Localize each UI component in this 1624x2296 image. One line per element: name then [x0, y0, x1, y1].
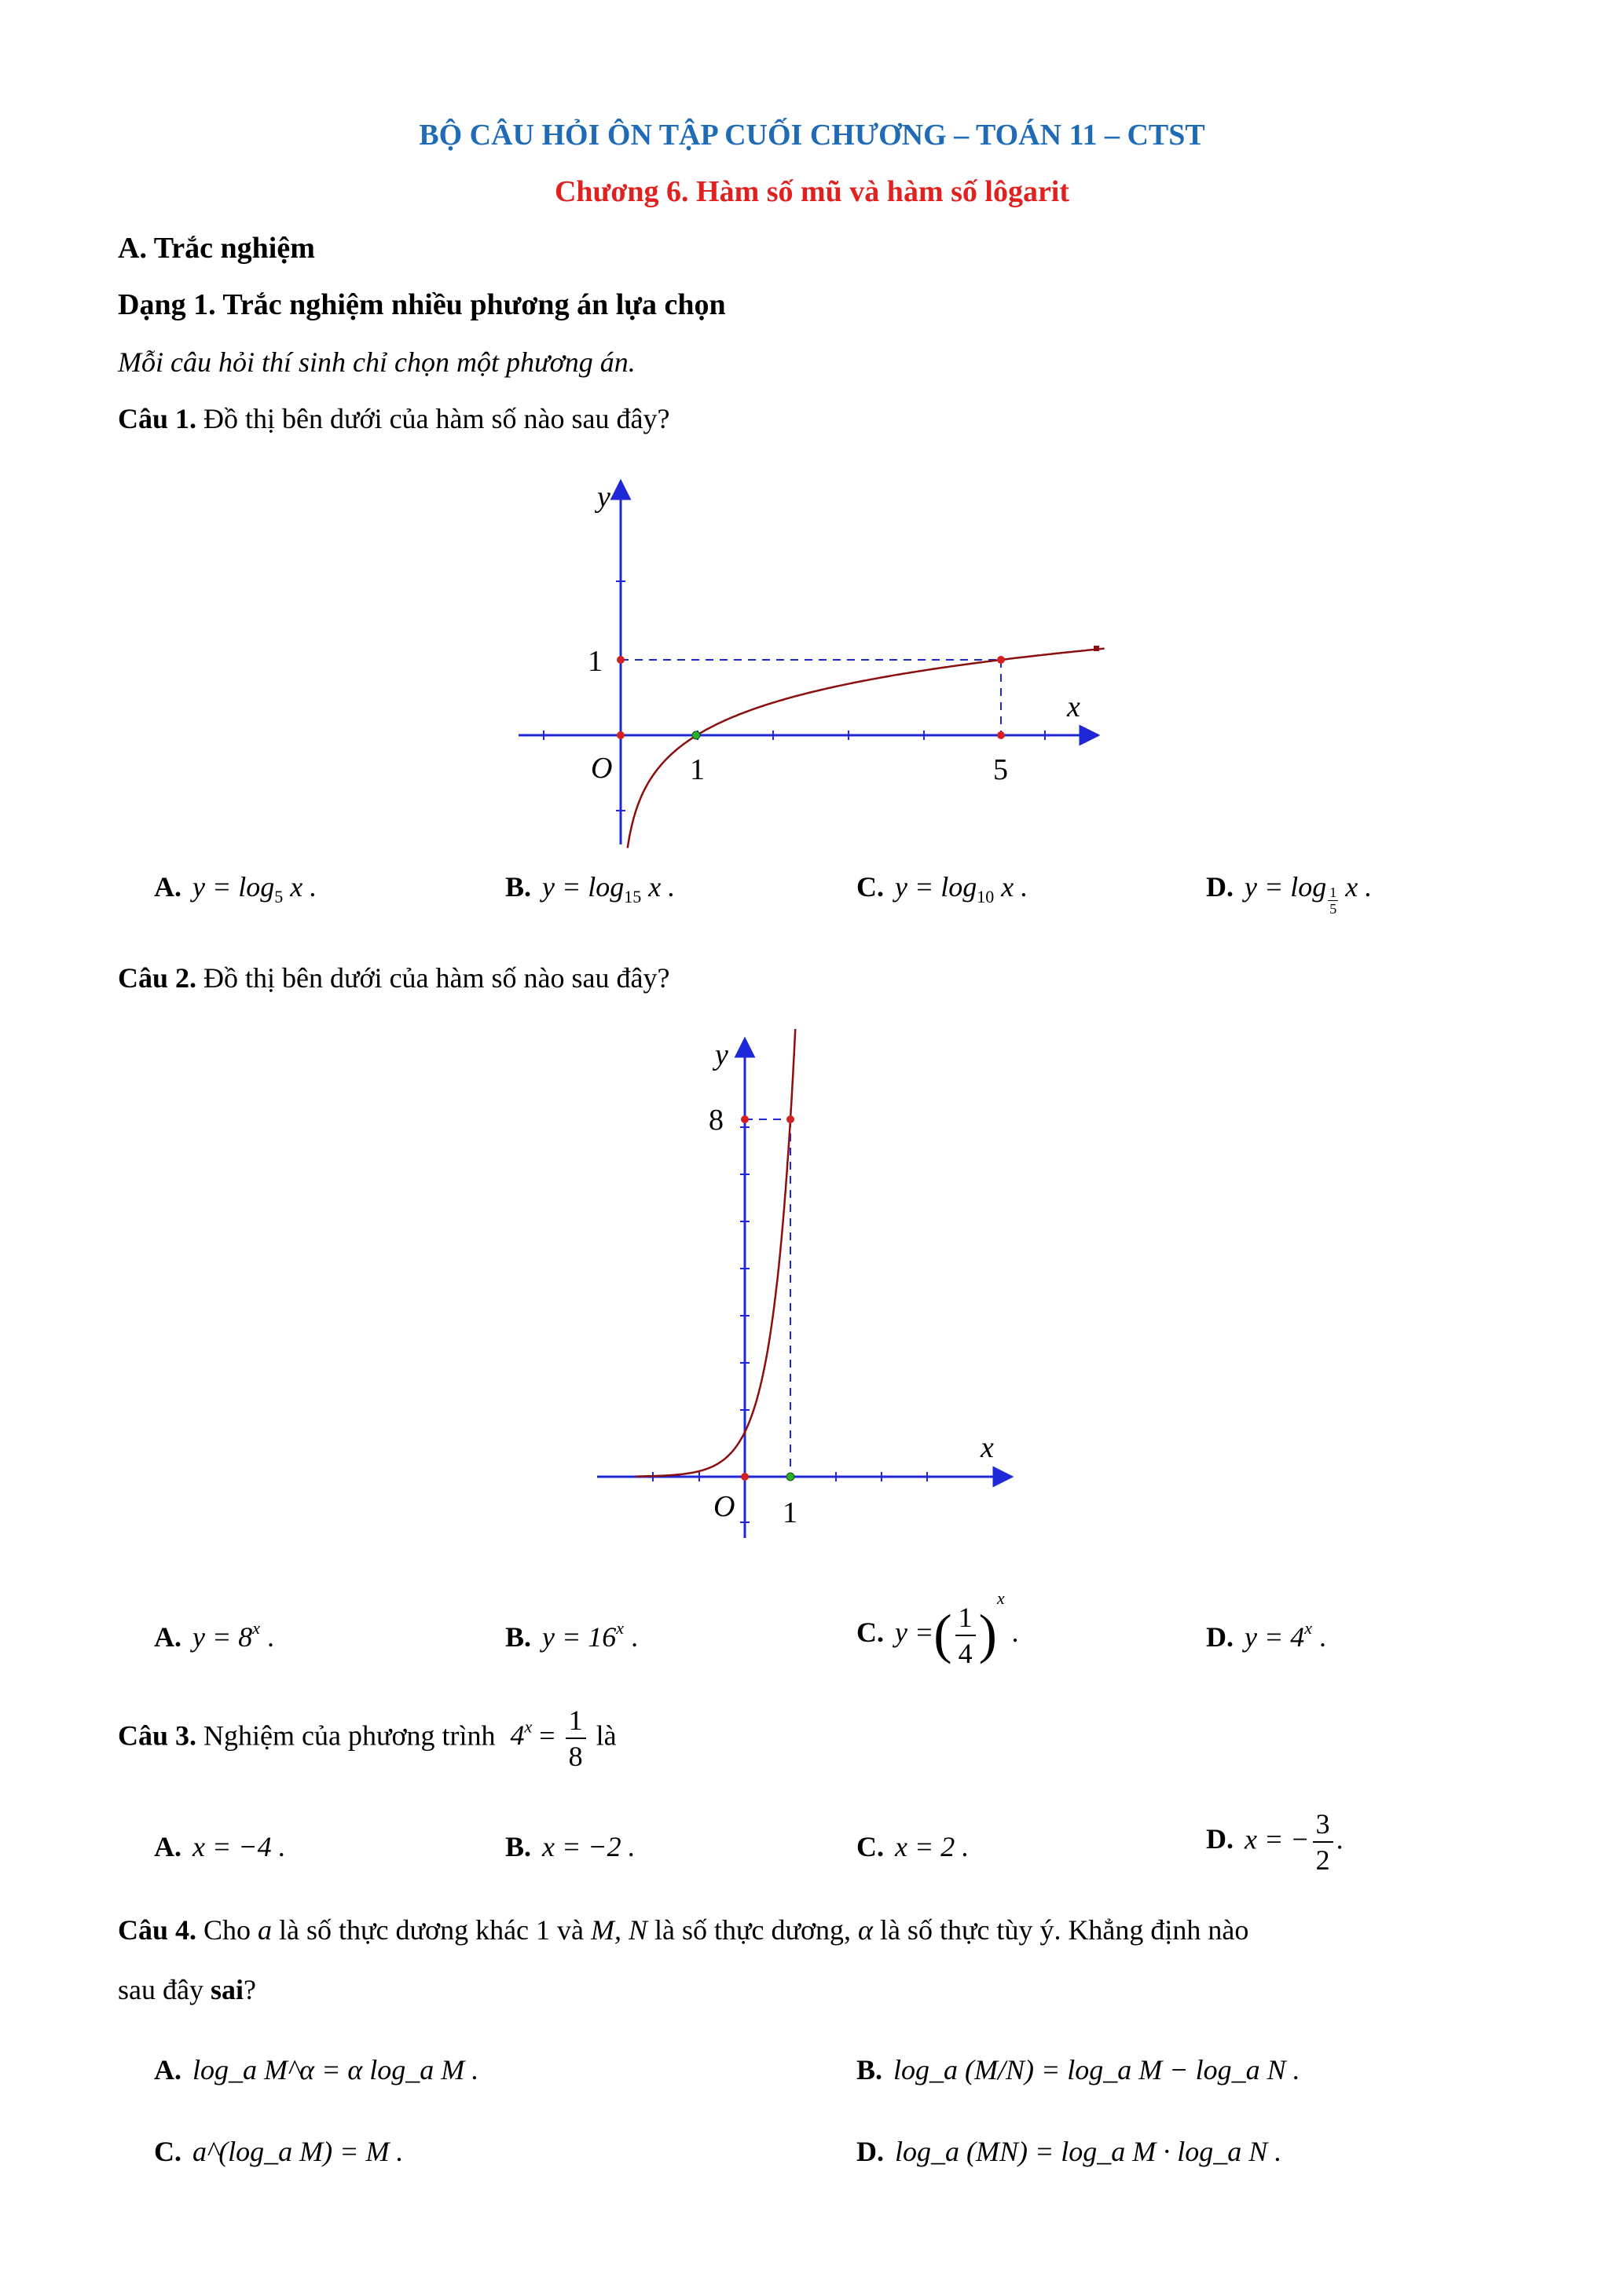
point-1-8 — [786, 1115, 794, 1123]
q1-option-b-text: y = log — [542, 871, 625, 903]
q1-option-a-base: 5 — [274, 887, 284, 906]
q1-option-a[interactable] — [154, 870, 317, 907]
q3-option-c-label: C. — [856, 1831, 884, 1862]
q4-option-c-text: a^(log_a M) = M . — [192, 2136, 404, 2167]
question-4-var-mn: M, N — [591, 1914, 648, 1946]
question-3-fraction — [566, 1703, 586, 1774]
question-3-num: 1 — [566, 1703, 586, 1739]
q3-option-d-den: 2 — [1315, 1844, 1330, 1876]
q2-option-c-paren-left: ( — [933, 1604, 952, 1665]
question-3-text-post: là — [596, 1719, 617, 1752]
q1-option-c-post: x . — [994, 871, 1028, 903]
q1-option-d-post: x . — [1338, 871, 1373, 903]
question-4-var-alpha: α — [858, 1914, 873, 1946]
graph-2 — [581, 1029, 1021, 1547]
origin-point-2 — [741, 1473, 749, 1481]
tick-label-x1: 1 — [690, 753, 705, 786]
q3-option-d-num: 3 — [1313, 1807, 1333, 1843]
question-1-label: Câu 1. — [118, 403, 197, 434]
question-3-eq-sign: = — [539, 1719, 555, 1752]
q2-option-b-exp: x — [616, 1618, 625, 1638]
q1-option-a-label: A. — [154, 871, 181, 903]
q2-option-a-label: A. — [154, 1621, 181, 1653]
exp-curve — [636, 1029, 797, 1477]
q2-option-a-text: y = 8 — [192, 1621, 253, 1653]
q3-option-a[interactable] — [154, 1830, 286, 1863]
instruction: Mỗi câu hỏi thí sinh chỉ chọn một phương án. — [118, 346, 636, 378]
chapter-title: Chương 6. Hàm số mũ và hàm số lôgarit — [554, 175, 1070, 208]
tick-label-x1-2: 1 — [783, 1496, 797, 1529]
curve-end-marker — [1094, 646, 1099, 651]
x-axis-label-2: x — [981, 1431, 994, 1464]
tick-label-y1: 1 — [588, 645, 603, 678]
question-4-text-d: là số thực tùy ý. Khẳng định nào — [879, 1914, 1249, 1946]
question-3-den: 8 — [568, 1741, 583, 1772]
q2-option-c-fraction — [955, 1600, 976, 1671]
q1-option-c-base: 10 — [977, 887, 995, 906]
q2-option-a-post: . — [260, 1621, 275, 1653]
question-1-text: Đồ thị bên dưới của hàm số nào sau đây? — [203, 403, 670, 434]
tick-label-x5: 5 — [993, 753, 1008, 786]
point-y1 — [617, 656, 625, 664]
x-axis-label: x — [1067, 690, 1080, 723]
graph-1 — [503, 471, 1116, 856]
q3-option-d-post: . — [1336, 1823, 1344, 1855]
tick-label-y8: 8 — [709, 1104, 724, 1137]
q2-option-b-text: y = 16 — [542, 1621, 617, 1653]
q2-option-c-text: y = — [895, 1617, 934, 1648]
q2-option-c-den: 4 — [958, 1637, 973, 1669]
q1-option-d-base — [1328, 884, 1338, 917]
question-1 — [118, 402, 669, 435]
point-y8 — [741, 1115, 749, 1123]
question-3-label: Câu 3. — [118, 1719, 197, 1752]
q4-option-a-label: A. — [154, 2054, 181, 2085]
q4-option-d[interactable] — [856, 2135, 1281, 2168]
q3-option-a-text: x = −4 . — [192, 1831, 286, 1862]
question-4-line2 — [118, 1973, 256, 2006]
question-3-eq-base: 4 — [510, 1719, 525, 1752]
q2-option-c[interactable] — [856, 1588, 1019, 1671]
q3-option-b-text: x = −2 . — [542, 1831, 636, 1862]
q3-option-c[interactable] — [856, 1830, 969, 1863]
origin-point — [617, 731, 625, 739]
q4-option-b[interactable] — [856, 2053, 1300, 2086]
q1-option-b-base: 15 — [624, 887, 642, 906]
question-4-text-b: là số thực dương khác 1 và — [279, 1914, 585, 1946]
point-x1 — [692, 731, 700, 739]
q2-option-d-text: y = 4 — [1245, 1621, 1305, 1653]
question-4-text2: sau đây — [118, 1974, 203, 2005]
q2-option-b-label: B. — [505, 1621, 532, 1653]
question-3-eq-exp: x — [524, 1716, 533, 1737]
question-4-text-c: là số thực dương, — [654, 1914, 852, 1946]
point-x5 — [997, 731, 1005, 739]
q1-option-a-post: x . — [283, 871, 317, 903]
log-curve — [628, 649, 1105, 848]
q3-option-d-text: x = − — [1245, 1823, 1310, 1855]
q3-option-d-fraction — [1313, 1807, 1333, 1877]
q4-option-a[interactable] — [154, 2053, 478, 2086]
q4-option-a-text: log_a M^α = α log_a M . — [192, 2054, 479, 2085]
y-axis-label-2: y — [715, 1038, 728, 1071]
q1-option-d-base-den: 5 — [1329, 901, 1337, 917]
question-4-line1 — [118, 1913, 1248, 1946]
q2-option-c-exp: x — [996, 1588, 1005, 1608]
q4-option-b-label: B. — [856, 2054, 883, 2085]
q1-option-d-base-num: 1 — [1329, 884, 1337, 900]
q3-option-b-label: B. — [505, 1831, 532, 1862]
q2-option-b[interactable] — [505, 1618, 638, 1653]
question-4-question-mark: ? — [243, 1974, 256, 2005]
q1-option-a-text: y = log — [192, 871, 275, 903]
q4-option-d-label: D. — [856, 2136, 884, 2167]
point-x1-2 — [786, 1473, 794, 1481]
q3-option-b[interactable] — [505, 1830, 636, 1863]
question-4-text-a: Cho — [203, 1914, 251, 1946]
type-heading: Dạng 1. Trắc nghiệm nhiều phương án lựa chọn — [118, 288, 726, 321]
q2-option-d-exp: x — [1304, 1618, 1313, 1638]
question-4-emphasis: sai — [210, 1974, 244, 2005]
q1-option-c[interactable] — [856, 870, 1028, 907]
document-title: BỘ CÂU HỎI ÔN TẬP CUỐI CHƯƠNG – TOÁN 11 – CTST — [419, 119, 1205, 152]
q2-option-a[interactable] — [154, 1618, 274, 1653]
y-axis-label: y — [597, 481, 610, 514]
q2-option-c-post: . — [1004, 1617, 1019, 1648]
q1-option-b-label: B. — [505, 871, 532, 903]
question-2-label: Câu 2. — [118, 962, 197, 994]
q3-option-a-label: A. — [154, 1831, 181, 1862]
q1-option-d-text: y = log — [1245, 871, 1327, 903]
q1-option-b[interactable] — [505, 870, 675, 907]
origin-label: O — [591, 752, 613, 785]
q2-option-c-label: C. — [856, 1617, 884, 1648]
question-3-text: Nghiệm của phương trình — [203, 1719, 496, 1752]
q2-option-c-paren-right: ) — [978, 1604, 997, 1665]
q4-option-c[interactable] — [154, 2135, 403, 2168]
question-2 — [118, 961, 669, 994]
question-2-text: Đồ thị bên dưới của hàm số nào sau đây? — [203, 962, 670, 994]
q3-option-c-text: x = 2 . — [895, 1831, 970, 1862]
q4-option-d-text: log_a (MN) = log_a M · log_a N . — [895, 2136, 1282, 2167]
question-4-label: Câu 4. — [118, 1914, 197, 1946]
q2-option-d[interactable] — [1206, 1618, 1326, 1653]
origin-label-2: O — [713, 1490, 735, 1523]
section-heading: A. Trắc nghiệm — [118, 232, 315, 265]
q1-option-c-label: C. — [856, 871, 884, 903]
question-3 — [118, 1703, 617, 1774]
q2-option-b-post: . — [624, 1621, 639, 1653]
q1-option-b-post: x . — [641, 871, 676, 903]
q4-option-b-text: log_a (M/N) = log_a M − log_a N . — [893, 2054, 1300, 2085]
q2-option-d-label: D. — [1206, 1621, 1234, 1653]
q2-option-a-exp: x — [252, 1618, 261, 1638]
q1-option-d[interactable] — [1206, 870, 1372, 917]
q3-option-d-label: D. — [1206, 1823, 1234, 1855]
q3-option-d[interactable] — [1206, 1807, 1344, 1877]
q2-option-d-post: . — [1312, 1621, 1327, 1653]
q2-option-c-num: 1 — [955, 1600, 976, 1636]
q4-option-c-label: C. — [154, 2136, 181, 2167]
q1-option-c-text: y = log — [895, 871, 977, 903]
point-5-1 — [997, 656, 1005, 664]
question-4-var-a: a — [258, 1914, 273, 1946]
q1-option-d-label: D. — [1206, 871, 1234, 903]
